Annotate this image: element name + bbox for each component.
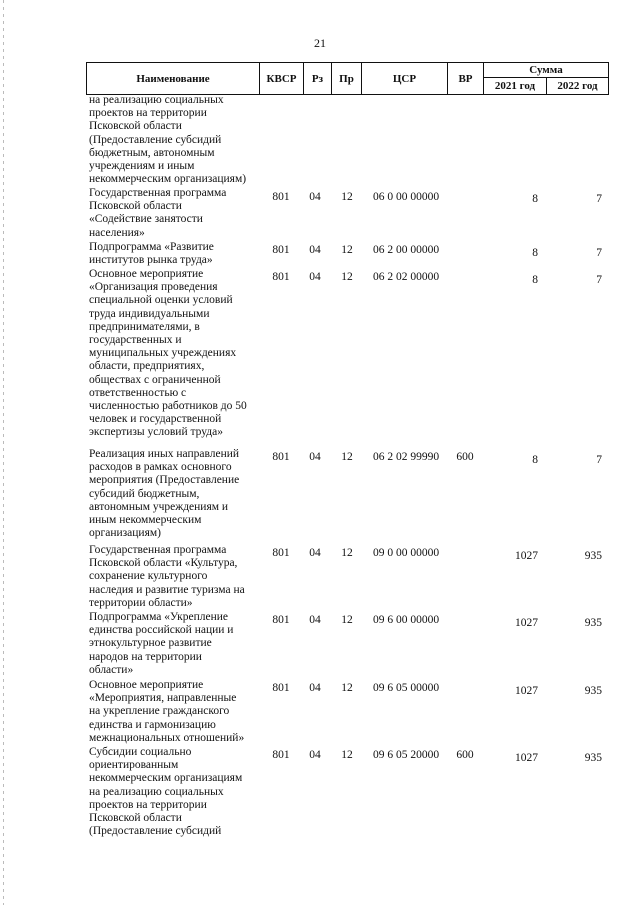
row-sum-2021: 8 — [532, 454, 538, 466]
row-kvsr: 801 — [272, 682, 290, 694]
row-csr: 09 6 00 00000 — [372, 614, 440, 626]
row-kvsr: 801 — [272, 451, 290, 463]
row-sum-2021: 1027 — [515, 550, 538, 562]
header-year-2022: 2022 год — [546, 77, 609, 95]
row-sum-2021: 8 — [532, 247, 538, 259]
row-pr: 12 — [341, 271, 353, 283]
row-rz: 04 — [309, 271, 321, 283]
row-sum-2022: 7 — [596, 193, 602, 205]
row-name: Государственная программа Псковской области «Культура, сохранение культурного наследия и развитие туризма на территории области» — [89, 544, 245, 609]
row-sum-2022: 7 — [596, 247, 602, 259]
row-pr: 12 — [341, 614, 353, 626]
row-name: на реализацию социальных проектов на территории Псковской области (Предоставление субсидий бюджетным, автономным учреждениям и иным некоммерческим организациям) — [89, 94, 247, 186]
row-rz: 04 — [309, 749, 321, 761]
header-vr: ВР — [447, 62, 484, 95]
row-kvsr: 801 — [272, 749, 290, 761]
row-kvsr: 801 — [272, 547, 290, 559]
row-sum-2022: 7 — [596, 454, 602, 466]
row-name: Субсидии социально ориентированным некоммерческим организациям на реализацию социальных проектов на территории Псковской области (Предоставление субсидий — [89, 746, 243, 838]
row-kvsr: 801 — [272, 614, 290, 626]
header-csr: ЦСР — [361, 62, 448, 95]
page-number: 21 — [314, 36, 326, 50]
row-sum-2021: 1027 — [515, 617, 538, 629]
row-sum-2021: 8 — [532, 193, 538, 205]
row-pr: 12 — [341, 451, 353, 463]
row-csr: 09 0 00 00000 — [372, 547, 440, 559]
row-name: Основное мероприятие «Мероприятия, направленные на укрепление гражданского единства и гармонизацию межнациональных отношений» — [89, 679, 245, 744]
row-rz: 04 — [309, 244, 321, 256]
row-sum-2021: 1027 — [515, 752, 538, 764]
row-vr: 600 — [456, 451, 474, 463]
row-rz: 04 — [309, 191, 321, 203]
row-sum-2022: 935 — [584, 685, 602, 697]
row-csr: 06 0 00 00000 — [372, 191, 440, 203]
row-kvsr: 801 — [272, 191, 290, 203]
row-name: Реализация иных направлений расходов в рамках основного мероприятия (Предоставление субсидий бюджетным, автономным учреждениям и иным некоммерческим организациям) — [89, 448, 240, 540]
row-csr: 09 6 05 20000 — [372, 749, 440, 761]
row-csr: 06 2 02 99990 — [372, 451, 440, 463]
row-csr: 09 6 05 00000 — [372, 682, 440, 694]
row-rz: 04 — [309, 547, 321, 559]
row-pr: 12 — [341, 244, 353, 256]
row-kvsr: 801 — [272, 244, 290, 256]
row-rz: 04 — [309, 614, 321, 626]
row-name: Подпрограмма «Развитие институтов рынка труда» — [89, 241, 214, 267]
row-sum-2022: 935 — [584, 550, 602, 562]
header-pr: Пр — [331, 62, 362, 95]
header-kvsr: КВСР — [259, 62, 304, 95]
row-name: Государственная программа Псковской области «Содействие занятости населения» — [89, 187, 227, 239]
row-name: Подпрограмма «Укрепление единства российской нации и этнокультурное развитие народов на территории области» — [89, 611, 234, 676]
row-csr: 06 2 00 00000 — [372, 244, 440, 256]
header-name: Наименование — [86, 62, 260, 95]
row-sum-2022: 7 — [596, 274, 602, 286]
row-sum-2021: 1027 — [515, 685, 538, 697]
row-pr: 12 — [341, 749, 353, 761]
row-rz: 04 — [309, 682, 321, 694]
row-csr: 06 2 02 00000 — [372, 271, 440, 283]
row-name: Основное мероприятие «Организация проведения специальной оценки условий труда индивидуальными предпринимателями, в государственных и муниципальных учреждениях области, предприятиях, обществах с ограниченной ответственностью с численностью работников до 50 человек и государственной экспертизы условий труда» — [89, 268, 247, 439]
row-sum-2021: 8 — [532, 274, 538, 286]
row-pr: 12 — [341, 547, 353, 559]
row-pr: 12 — [341, 682, 353, 694]
row-sum-2022: 935 — [584, 617, 602, 629]
row-kvsr: 801 — [272, 271, 290, 283]
row-rz: 04 — [309, 451, 321, 463]
header-year-2021: 2021 год — [483, 77, 547, 95]
scan-margin-line — [3, 0, 4, 905]
row-sum-2022: 935 — [584, 752, 602, 764]
row-vr: 600 — [456, 749, 474, 761]
header-rz: Рз — [303, 62, 332, 95]
header-sum: Сумма — [483, 62, 609, 78]
row-pr: 12 — [341, 191, 353, 203]
